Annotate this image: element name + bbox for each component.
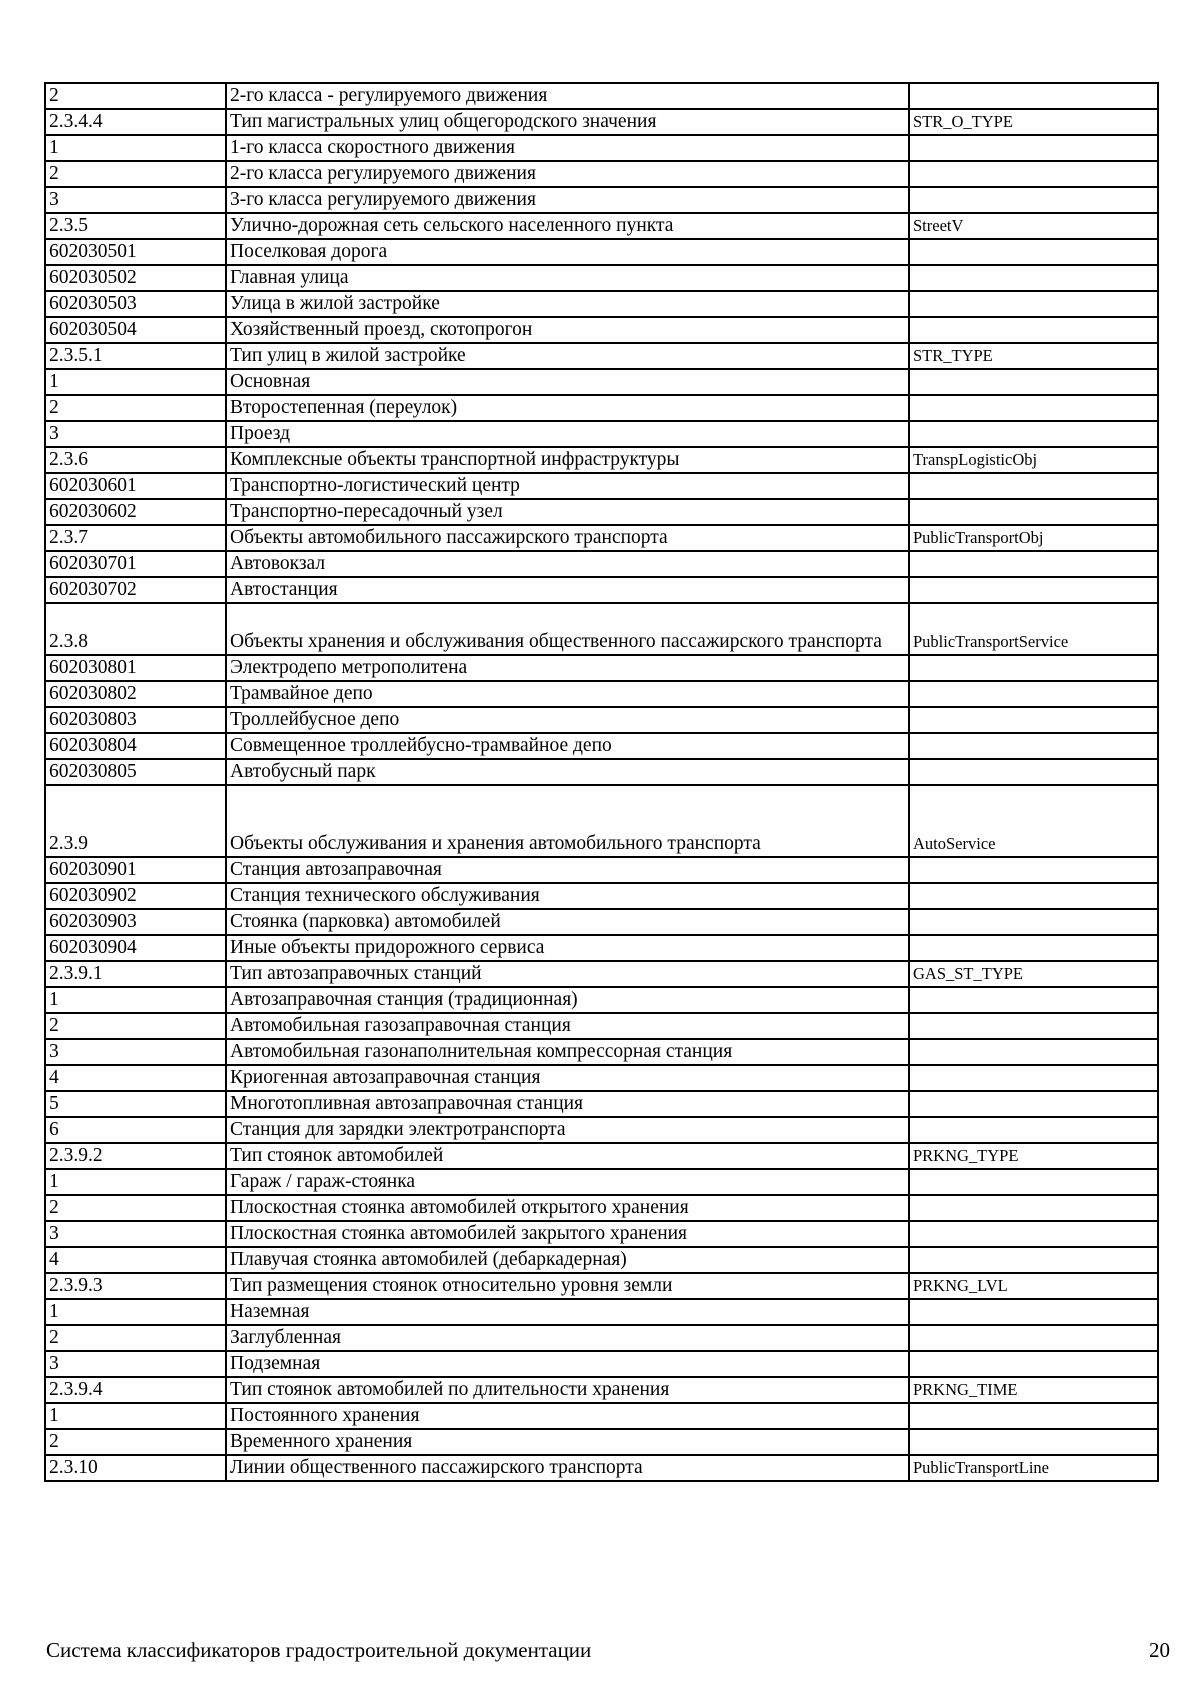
table-row bbox=[45, 655, 1158, 681]
row-attribute bbox=[909, 473, 1158, 499]
row-name: Стоянка (парковка) автомобилей bbox=[226, 909, 909, 935]
row-code: 2 bbox=[45, 83, 226, 109]
row-code: 2.3.5.1 bbox=[45, 343, 226, 369]
table-row bbox=[45, 1273, 1158, 1299]
row-name: Временного хранения bbox=[226, 1429, 909, 1455]
row-name: Тип стоянок автомобилей bbox=[226, 1143, 909, 1169]
row-code: 602030503 bbox=[45, 291, 226, 317]
row-name: Автобусный парк bbox=[226, 759, 909, 785]
row-attribute: StreetV bbox=[909, 213, 1158, 239]
row-code: 2.3.9.3 bbox=[45, 1273, 226, 1299]
table-row bbox=[45, 961, 1158, 987]
row-name: Постоянного хранения bbox=[226, 1403, 909, 1429]
row-attribute bbox=[909, 1169, 1158, 1195]
row-name: 2-го класса - регулируемого движения bbox=[226, 83, 909, 109]
table-row bbox=[45, 1039, 1158, 1065]
table-row bbox=[45, 265, 1158, 291]
table-row bbox=[45, 369, 1158, 395]
table-row bbox=[45, 681, 1158, 707]
row-name: Автостанция bbox=[226, 577, 909, 603]
row-code: 602030805 bbox=[45, 759, 226, 785]
row-code: 602030902 bbox=[45, 883, 226, 909]
row-name: Криогенная автозаправочная станция bbox=[226, 1065, 909, 1091]
row-attribute bbox=[909, 395, 1158, 421]
row-name: Тип стоянок автомобилей по длительности хранения bbox=[226, 1377, 909, 1403]
row-code: 2 bbox=[45, 161, 226, 187]
row-name: Автовокзал bbox=[226, 551, 909, 577]
row-name: Основная bbox=[226, 369, 909, 395]
row-attribute bbox=[909, 883, 1158, 909]
table-row bbox=[45, 1247, 1158, 1273]
row-attribute bbox=[909, 83, 1158, 109]
row-attribute: PublicTransportLine bbox=[909, 1455, 1158, 1481]
row-attribute bbox=[909, 1013, 1158, 1039]
row-attribute: PRKNG_LVL bbox=[909, 1273, 1158, 1299]
table-row bbox=[45, 525, 1158, 551]
table-row bbox=[45, 499, 1158, 525]
row-attribute: AutoService bbox=[909, 785, 1158, 857]
table-row bbox=[45, 317, 1158, 343]
row-code: 2.3.10 bbox=[45, 1455, 226, 1481]
table-row bbox=[45, 213, 1158, 239]
footer-title: Система классификаторов градостроительной документации bbox=[46, 1638, 592, 1662]
row-code: 602030904 bbox=[45, 935, 226, 961]
table-row bbox=[45, 135, 1158, 161]
row-code: 2 bbox=[45, 1325, 226, 1351]
row-name: Улица в жилой застройке bbox=[226, 291, 909, 317]
row-name: 1-го класса скоростного движения bbox=[226, 135, 909, 161]
row-name: Иные объекты придорожного сервиса bbox=[226, 935, 909, 961]
table-row bbox=[45, 239, 1158, 265]
row-attribute bbox=[909, 1403, 1158, 1429]
page-number: 20 bbox=[1149, 1638, 1170, 1662]
table-row bbox=[45, 785, 1158, 857]
row-attribute: PublicTransportService bbox=[909, 603, 1158, 655]
row-name: 2-го класса регулируемого движения bbox=[226, 161, 909, 187]
row-code: 602030601 bbox=[45, 473, 226, 499]
row-code: 2.3.8 bbox=[45, 603, 226, 655]
table-row bbox=[45, 291, 1158, 317]
row-code: 2.3.6 bbox=[45, 447, 226, 473]
table-row bbox=[45, 421, 1158, 447]
row-code: 2 bbox=[45, 1195, 226, 1221]
table-row bbox=[45, 1117, 1158, 1143]
table-row bbox=[45, 577, 1158, 603]
table-row bbox=[45, 395, 1158, 421]
table-row bbox=[45, 1403, 1158, 1429]
row-name: Станция автозаправочная bbox=[226, 857, 909, 883]
row-code: 2 bbox=[45, 1429, 226, 1455]
table-row bbox=[45, 733, 1158, 759]
row-attribute bbox=[909, 1195, 1158, 1221]
row-code: 602030801 bbox=[45, 655, 226, 681]
row-name: Заглубленная bbox=[226, 1325, 909, 1351]
row-attribute bbox=[909, 1325, 1158, 1351]
row-name: Объекты автомобильного пассажирского транспорта bbox=[226, 525, 909, 551]
row-attribute bbox=[909, 1091, 1158, 1117]
row-code: 1 bbox=[45, 369, 226, 395]
table-row bbox=[45, 551, 1158, 577]
row-code: 3 bbox=[45, 187, 226, 213]
row-name: Линии общественного пассажирского транспорта bbox=[226, 1455, 909, 1481]
row-attribute bbox=[909, 369, 1158, 395]
row-code: 602030504 bbox=[45, 317, 226, 343]
row-attribute: PublicTransportObj bbox=[909, 525, 1158, 551]
row-code: 5 bbox=[45, 1091, 226, 1117]
row-name: Трамвайное депо bbox=[226, 681, 909, 707]
table-row bbox=[45, 1299, 1158, 1325]
row-attribute bbox=[909, 135, 1158, 161]
table-row bbox=[45, 935, 1158, 961]
row-code: 2.3.9.1 bbox=[45, 961, 226, 987]
row-attribute: PRKNG_TIME bbox=[909, 1377, 1158, 1403]
row-attribute bbox=[909, 265, 1158, 291]
table-row bbox=[45, 1195, 1158, 1221]
row-code: 2.3.9.2 bbox=[45, 1143, 226, 1169]
row-code: 1 bbox=[45, 987, 226, 1013]
row-attribute bbox=[909, 733, 1158, 759]
row-attribute bbox=[909, 655, 1158, 681]
row-name: Второстепенная (переулок) bbox=[226, 395, 909, 421]
row-code: 2 bbox=[45, 1013, 226, 1039]
table-row bbox=[45, 909, 1158, 935]
row-code: 3 bbox=[45, 421, 226, 447]
row-name: Автозаправочная станция (традиционная) bbox=[226, 987, 909, 1013]
row-code: 1 bbox=[45, 135, 226, 161]
row-name: Подземная bbox=[226, 1351, 909, 1377]
table-row bbox=[45, 447, 1158, 473]
table-row bbox=[45, 883, 1158, 909]
row-code: 3 bbox=[45, 1221, 226, 1247]
row-code: 1 bbox=[45, 1169, 226, 1195]
row-code: 1 bbox=[45, 1403, 226, 1429]
row-name: Электродепо метрополитена bbox=[226, 655, 909, 681]
row-attribute bbox=[909, 1429, 1158, 1455]
row-code: 602030803 bbox=[45, 707, 226, 733]
row-attribute bbox=[909, 1299, 1158, 1325]
row-code: 602030602 bbox=[45, 499, 226, 525]
row-name: Троллейбусное депо bbox=[226, 707, 909, 733]
row-attribute bbox=[909, 857, 1158, 883]
row-name: Станция технического обслуживания bbox=[226, 883, 909, 909]
row-attribute bbox=[909, 909, 1158, 935]
table-row bbox=[45, 1143, 1158, 1169]
table-row bbox=[45, 759, 1158, 785]
row-attribute bbox=[909, 1117, 1158, 1143]
row-attribute bbox=[909, 317, 1158, 343]
table-row bbox=[45, 1351, 1158, 1377]
classifier-table-body bbox=[45, 83, 1158, 1481]
row-name: Гараж / гараж-стоянка bbox=[226, 1169, 909, 1195]
row-name: Наземная bbox=[226, 1299, 909, 1325]
row-code: 2 bbox=[45, 395, 226, 421]
table-row bbox=[45, 1377, 1158, 1403]
row-attribute bbox=[909, 1221, 1158, 1247]
row-attribute: STR_TYPE bbox=[909, 343, 1158, 369]
table-row bbox=[45, 707, 1158, 733]
row-attribute bbox=[909, 759, 1158, 785]
row-attribute: STR_O_TYPE bbox=[909, 109, 1158, 135]
row-code: 4 bbox=[45, 1247, 226, 1273]
row-name: Транспортно-логистический центр bbox=[226, 473, 909, 499]
row-attribute: TranspLogisticObj bbox=[909, 447, 1158, 473]
row-code: 2.3.9 bbox=[45, 785, 226, 857]
row-attribute bbox=[909, 987, 1158, 1013]
row-code: 4 bbox=[45, 1065, 226, 1091]
row-attribute bbox=[909, 1065, 1158, 1091]
row-code: 602030804 bbox=[45, 733, 226, 759]
row-name: Тип автозаправочных станций bbox=[226, 961, 909, 987]
row-name: Поселковая дорога bbox=[226, 239, 909, 265]
row-code: 6 bbox=[45, 1117, 226, 1143]
row-code: 3 bbox=[45, 1039, 226, 1065]
classifier-table bbox=[44, 82, 1159, 1482]
row-name: Проезд bbox=[226, 421, 909, 447]
row-attribute: PRKNG_TYPE bbox=[909, 1143, 1158, 1169]
row-name: Автомобильная газонаполнительная компрессорная станция bbox=[226, 1039, 909, 1065]
row-attribute bbox=[909, 1351, 1158, 1377]
row-code: 2.3.5 bbox=[45, 213, 226, 239]
row-code: 602030901 bbox=[45, 857, 226, 883]
row-code: 1 bbox=[45, 1299, 226, 1325]
row-name: Объекты хранения и обслуживания общественного пассажирского транспорта bbox=[226, 603, 909, 655]
row-code: 2.3.9.4 bbox=[45, 1377, 226, 1403]
row-name: Тип размещения стоянок относительно уровня земли bbox=[226, 1273, 909, 1299]
row-attribute bbox=[909, 239, 1158, 265]
table-row bbox=[45, 1065, 1158, 1091]
table-row bbox=[45, 187, 1158, 213]
row-attribute bbox=[909, 707, 1158, 733]
row-attribute bbox=[909, 291, 1158, 317]
row-name: Главная улица bbox=[226, 265, 909, 291]
row-code: 602030701 bbox=[45, 551, 226, 577]
row-code: 602030501 bbox=[45, 239, 226, 265]
row-name: Плоскостная стоянка автомобилей открытого хранения bbox=[226, 1195, 909, 1221]
row-code: 2.3.4.4 bbox=[45, 109, 226, 135]
row-attribute bbox=[909, 1247, 1158, 1273]
row-attribute bbox=[909, 161, 1158, 187]
table-row bbox=[45, 857, 1158, 883]
row-attribute bbox=[909, 551, 1158, 577]
table-row bbox=[45, 343, 1158, 369]
row-code: 602030702 bbox=[45, 577, 226, 603]
row-code: 602030502 bbox=[45, 265, 226, 291]
row-name: Хозяйственный проезд, скотопрогон bbox=[226, 317, 909, 343]
row-attribute bbox=[909, 1039, 1158, 1065]
row-name: Станция для зарядки электротранспорта bbox=[226, 1117, 909, 1143]
row-attribute bbox=[909, 421, 1158, 447]
row-name: Тип магистральных улиц общегородского значения bbox=[226, 109, 909, 135]
row-name: Комплексные объекты транспортной инфраструктуры bbox=[226, 447, 909, 473]
table-row bbox=[45, 603, 1158, 655]
table-row bbox=[45, 1091, 1158, 1117]
row-code: 602030802 bbox=[45, 681, 226, 707]
row-attribute bbox=[909, 499, 1158, 525]
table-row bbox=[45, 1013, 1158, 1039]
row-attribute bbox=[909, 577, 1158, 603]
table-row bbox=[45, 161, 1158, 187]
row-name: Плоскостная стоянка автомобилей закрытого хранения bbox=[226, 1221, 909, 1247]
row-attribute bbox=[909, 187, 1158, 213]
row-name: Тип улиц в жилой застройке bbox=[226, 343, 909, 369]
row-code: 602030903 bbox=[45, 909, 226, 935]
row-name: Плавучая стоянка автомобилей (дебаркадерная) bbox=[226, 1247, 909, 1273]
row-name: 3-го класса регулируемого движения bbox=[226, 187, 909, 213]
row-name: Улично-дорожная сеть сельского населенного пункта bbox=[226, 213, 909, 239]
row-code: 2.3.7 bbox=[45, 525, 226, 551]
table-row bbox=[45, 1455, 1158, 1481]
row-name: Автомобильная газозаправочная станция bbox=[226, 1013, 909, 1039]
row-code: 3 bbox=[45, 1351, 226, 1377]
row-name: Объекты обслуживания и хранения автомобильного транспорта bbox=[226, 785, 909, 857]
row-name: Транспортно-пересадочный узел bbox=[226, 499, 909, 525]
row-attribute bbox=[909, 935, 1158, 961]
row-attribute bbox=[909, 681, 1158, 707]
table-row bbox=[45, 1325, 1158, 1351]
table-row bbox=[45, 473, 1158, 499]
table-row bbox=[45, 83, 1158, 109]
table-row bbox=[45, 1221, 1158, 1247]
table-row bbox=[45, 109, 1158, 135]
row-name: Многотопливная автозаправочная станция bbox=[226, 1091, 909, 1117]
row-attribute: GAS_ST_TYPE bbox=[909, 961, 1158, 987]
row-name: Совмещенное троллейбусно-трамвайное депо bbox=[226, 733, 909, 759]
table-row bbox=[45, 1169, 1158, 1195]
table-row bbox=[45, 987, 1158, 1013]
table-row bbox=[45, 1429, 1158, 1455]
